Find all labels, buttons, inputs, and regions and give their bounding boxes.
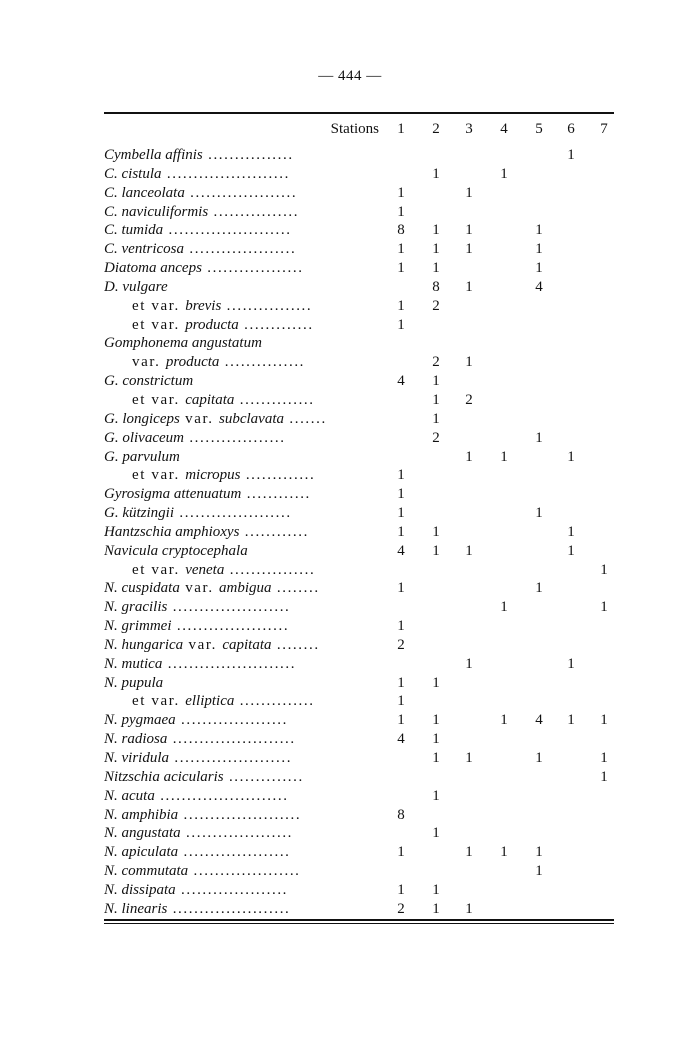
station-1-count: 1 [397, 580, 405, 597]
station-1-count: 1 [397, 523, 405, 540]
species-name-part: C. cistula [104, 165, 162, 182]
species-name-part: N. apiculata [104, 844, 179, 861]
name-text-part: ................ [208, 203, 300, 220]
name-text-part: ............ [241, 486, 311, 503]
species-name [132, 353, 374, 372]
species-name [104, 334, 374, 353]
species-name-part: G. longiceps [104, 410, 180, 427]
species-name [132, 297, 374, 316]
station-6-count: 1 [567, 542, 575, 559]
species-name [132, 692, 374, 711]
station-2-count: 1 [432, 523, 440, 540]
name-text-part: et var. [132, 561, 186, 578]
station-1-count: 1 [397, 241, 405, 258]
station-3-count: 1 [465, 222, 473, 239]
station-6-count: 1 [567, 147, 575, 163]
name-text-part: .................... [188, 863, 301, 880]
table-row [104, 579, 614, 598]
table-row [104, 466, 614, 485]
station-5-count: 1 [535, 505, 543, 522]
station-1-count: 1 [397, 486, 405, 503]
species-name-part: Nitzschia acicularis [104, 768, 224, 785]
name-text-part: ..................... [171, 618, 290, 635]
name-text-part: .................... [184, 241, 297, 258]
name-text-part: ........ [271, 636, 320, 653]
table-row [104, 523, 614, 542]
station-header-2: 2 [432, 121, 440, 137]
species-name [132, 391, 374, 410]
species-name [104, 862, 374, 881]
name-text-part: ..................... [174, 505, 292, 522]
species-name-part: veneta [185, 561, 225, 578]
species-name [104, 504, 374, 523]
table-row [104, 598, 614, 617]
table-row [104, 711, 614, 730]
species-name-part: subclavata [219, 410, 285, 427]
station-1-count: 1 [397, 203, 405, 220]
station-1-count: 2 [397, 900, 405, 917]
station-3-count: 1 [465, 844, 473, 861]
species-name-part: N. acuta [104, 787, 155, 804]
station-5-count: 1 [535, 241, 543, 258]
station-2-count: 1 [432, 900, 440, 917]
station-header-4: 4 [500, 121, 508, 137]
name-text-part: ............... [219, 354, 306, 371]
name-text-part: ................ [224, 561, 316, 578]
species-name [104, 542, 374, 561]
table-row [104, 542, 614, 561]
species-name [104, 410, 374, 429]
station-3-count: 1 [465, 900, 473, 917]
station-1-count: 1 [397, 467, 405, 484]
name-text-part: .................... [184, 184, 298, 201]
name-text-part: .................... [178, 844, 291, 861]
name-text-part: ................ [202, 147, 294, 163]
name-text-part: ............. [238, 316, 314, 333]
species-name-part: N. pygmaea [104, 712, 176, 729]
station-1-count: 1 [397, 260, 405, 277]
table-row [104, 768, 614, 787]
species-name-part: G. kützingii [104, 505, 174, 522]
station-3-count: 1 [465, 278, 473, 295]
species-name [104, 221, 374, 240]
species-name-part: N. amphibia [104, 806, 179, 823]
species-name-part: N. angustata [104, 825, 181, 842]
station-3-count: 1 [465, 241, 473, 258]
name-text-part: var. [179, 410, 220, 427]
species-name [104, 184, 374, 203]
table-row [104, 391, 614, 410]
table-row [104, 448, 614, 467]
station-7-count: 1 [600, 750, 608, 766]
species-name [104, 598, 374, 617]
name-text-part: .................... [175, 712, 289, 729]
station-2-count: 1 [432, 881, 440, 898]
station-header-7: 7 [600, 121, 608, 137]
species-name [104, 655, 374, 674]
species-name [104, 523, 374, 542]
station-2-count: 1 [432, 712, 440, 729]
station-1-count: 1 [397, 712, 405, 729]
station-3-count: 1 [465, 542, 473, 559]
station-5-count: 1 [535, 863, 543, 880]
species-name-part: N. dissipata [104, 881, 176, 898]
name-text-part: ....................... [167, 731, 296, 748]
species-name [104, 448, 374, 467]
species-table-body [104, 146, 614, 919]
species-name [104, 259, 374, 278]
species-name-part: N. gracilis [104, 599, 168, 616]
station-5-count: 1 [535, 750, 543, 766]
species-name [104, 824, 374, 843]
species-name [104, 240, 374, 259]
table-top-rule [104, 112, 614, 114]
name-text-part: ........ [271, 580, 320, 597]
species-name-part: capitata [222, 636, 272, 653]
species-name-part: C. tumida [104, 222, 164, 239]
species-name-part: N. radiosa [104, 731, 168, 748]
species-name-part: C. ventricosa [104, 241, 184, 258]
name-text-part: var. [183, 636, 223, 653]
station-2-count: 1 [432, 825, 440, 842]
station-6-count: 1 [567, 712, 575, 729]
name-text-part: ............ [239, 523, 309, 540]
station-5-count: 1 [535, 580, 543, 597]
name-text-part: ....... [284, 410, 327, 427]
species-name-part: N. commutata [104, 863, 189, 880]
species-name-part: G. olivaceum [104, 429, 184, 446]
table-row [104, 372, 614, 391]
name-text-part: et var. [132, 297, 186, 314]
station-5-count: 1 [535, 260, 543, 277]
species-name-part: Gyrosigma attenuatum [104, 486, 242, 503]
station-2-count: 1 [432, 410, 440, 427]
table-row [104, 787, 614, 806]
table-row [104, 316, 614, 335]
name-text-part: .............. [234, 693, 315, 710]
station-1-count: 1 [397, 297, 405, 314]
species-name-part: C. lanceolata [104, 184, 185, 201]
species-name-part: producta [165, 354, 220, 371]
table-row [104, 353, 614, 372]
station-1-count: 1 [397, 618, 405, 635]
station-2-count: 1 [432, 222, 440, 239]
species-name-part: capitata [185, 391, 235, 408]
page-number: — 444 — [318, 68, 382, 84]
species-name-part: G. parvulum [104, 448, 180, 465]
station-3-count: 1 [465, 354, 473, 371]
station-4-count: 1 [500, 712, 508, 729]
station-3-count: 1 [465, 750, 473, 766]
species-name-part: N. cuspidata [104, 580, 180, 597]
station-2-count: 1 [432, 373, 440, 390]
station-5-count: 4 [535, 278, 543, 295]
name-text-part: ...................... [167, 599, 291, 616]
station-2-count: 1 [432, 750, 440, 766]
species-name [104, 843, 374, 862]
station-4-count: 1 [500, 844, 508, 861]
station-2-count: 1 [432, 787, 440, 804]
station-header-6: 6 [567, 121, 575, 137]
species-name-part: micropus [185, 467, 241, 484]
name-text-part: .............. [234, 391, 315, 408]
species-name [104, 146, 374, 165]
table-row [104, 636, 614, 655]
name-text-part: ........................ [162, 655, 297, 672]
stations-label: Stations [330, 121, 379, 137]
table-row [104, 561, 614, 580]
species-name [104, 768, 374, 787]
station-5-count: 1 [535, 844, 543, 861]
table-row [104, 617, 614, 636]
species-name-part: Navicula cryptocephala [104, 542, 248, 559]
station-4-count: 1 [500, 165, 508, 182]
station-1-count: 8 [397, 222, 405, 239]
name-text-part: ...................... [167, 900, 291, 917]
station-6-count: 1 [567, 448, 575, 465]
species-name-part: N. hungarica [104, 636, 184, 653]
station-1-count: 4 [397, 542, 405, 559]
table-row [104, 278, 614, 297]
species-name [104, 372, 374, 391]
station-7-count: 1 [600, 712, 608, 729]
table-row [104, 203, 614, 222]
table-row [104, 334, 614, 353]
station-2-count: 1 [432, 260, 440, 277]
species-name-part: N. mutica [104, 655, 163, 672]
station-2-count: 1 [432, 165, 440, 182]
name-text-part: et var. [132, 467, 186, 484]
table-row [104, 806, 614, 825]
species-name [104, 674, 374, 693]
table-row [104, 297, 614, 316]
station-1-count: 2 [397, 636, 405, 653]
station-header-3: 3 [465, 121, 473, 137]
station-header-5: 5 [535, 121, 543, 137]
species-name [104, 617, 374, 636]
station-2-count: 1 [432, 542, 440, 559]
station-2-count: 1 [432, 674, 440, 691]
species-name [132, 561, 374, 580]
name-text-part: ........................ [154, 787, 289, 804]
species-name-part: Diatoma anceps [104, 260, 202, 277]
name-text-part: ....................... [161, 165, 290, 182]
species-name-part: D. vulgare [104, 278, 168, 295]
name-text-part: et var. [132, 316, 186, 333]
station-1-count: 4 [397, 731, 405, 748]
station-7-count: 1 [600, 599, 608, 616]
species-name [104, 278, 374, 297]
species-name [104, 579, 374, 598]
station-1-count: 4 [397, 373, 405, 390]
station-6-count: 1 [567, 655, 575, 672]
species-name-part: N. linearis [104, 900, 168, 917]
station-3-count: 1 [465, 448, 473, 465]
table-header [104, 121, 614, 141]
station-1-count: 1 [397, 693, 405, 710]
species-name-part: N. grimmei [104, 618, 172, 635]
species-name [132, 316, 374, 335]
name-text-part: ....................... [163, 222, 292, 239]
species-name-part: N. viridula [104, 750, 170, 766]
table-row [104, 749, 614, 768]
station-5-count: 4 [535, 712, 543, 729]
name-text-part: .................. [183, 429, 286, 446]
species-name [104, 485, 374, 504]
species-name-part: N. pupula [104, 674, 164, 691]
species-name [104, 787, 374, 806]
station-7-count: 1 [600, 561, 608, 578]
station-3-count: 1 [465, 184, 473, 201]
species-name [104, 203, 374, 222]
name-text-part: .................... [175, 881, 289, 898]
table-row [104, 485, 614, 504]
table-bottom-rule-thin [104, 923, 614, 924]
table-row [104, 410, 614, 429]
species-name-part: C. naviculiformis [104, 203, 209, 220]
table-row [104, 824, 614, 843]
table-row [104, 862, 614, 881]
station-1-count: 1 [397, 184, 405, 201]
species-name [104, 881, 374, 900]
station-1-count: 1 [397, 316, 405, 333]
name-text-part: et var. [132, 391, 186, 408]
station-2-count: 1 [432, 241, 440, 258]
station-1-count: 1 [397, 505, 405, 522]
name-text-part: ............. [240, 467, 316, 484]
species-name-part: Gomphonema angustatum [104, 335, 262, 352]
station-4-count: 1 [500, 448, 508, 465]
station-header-1: 1 [397, 121, 405, 137]
name-text-part: .................. [201, 260, 304, 277]
species-name [104, 749, 374, 768]
station-4-count: 1 [500, 599, 508, 616]
species-name-part: elliptica [185, 693, 235, 710]
station-7-count: 1 [600, 768, 608, 785]
table-row [104, 184, 614, 203]
table-row [104, 692, 614, 711]
table-row [104, 146, 614, 165]
station-3-count: 1 [465, 655, 473, 672]
station-1-count: 1 [397, 844, 405, 861]
name-text-part: .................... [180, 825, 294, 842]
species-name-part: Hantzschia amphioxys [104, 523, 240, 540]
table-row [104, 240, 614, 259]
table-row [104, 843, 614, 862]
station-3-count: 2 [465, 391, 473, 408]
station-6-count: 1 [567, 523, 575, 540]
table-row [104, 900, 614, 919]
station-5-count: 1 [535, 222, 543, 239]
station-2-count: 1 [432, 391, 440, 408]
station-1-count: 1 [397, 881, 405, 898]
station-2-count: 2 [432, 429, 440, 446]
table-bottom-rule [104, 919, 614, 921]
station-1-count: 8 [397, 806, 405, 823]
station-2-count: 1 [432, 731, 440, 748]
species-name-part: Cymbella affinis [104, 147, 203, 163]
station-2-count: 2 [432, 297, 440, 314]
species-name [104, 730, 374, 749]
station-2-count: 8 [432, 278, 440, 295]
table-row [104, 674, 614, 693]
table-row [104, 429, 614, 448]
species-name [132, 466, 374, 485]
station-5-count: 1 [535, 429, 543, 446]
species-name [104, 711, 374, 730]
table-row [104, 504, 614, 523]
species-name [104, 429, 374, 448]
table-row [104, 221, 614, 240]
species-name [104, 900, 374, 919]
table-row [104, 259, 614, 278]
species-name-part: brevis [185, 297, 222, 314]
station-2-count: 2 [432, 354, 440, 371]
table-row [104, 730, 614, 749]
species-name-part: ambigua [219, 580, 272, 597]
name-text-part: var. [132, 354, 166, 371]
station-1-count: 1 [397, 674, 405, 691]
species-name [104, 806, 374, 825]
name-text-part: ...................... [178, 806, 302, 823]
species-name [104, 636, 374, 655]
name-text-part: var. [179, 580, 220, 597]
table-row [104, 881, 614, 900]
name-text-part: ................ [221, 297, 313, 314]
name-text-part: ...................... [169, 750, 293, 766]
species-name-part: G. constrictum [104, 373, 194, 390]
species-name [104, 165, 374, 184]
name-text-part: .............. [223, 768, 304, 785]
species-name-part: producta [185, 316, 239, 333]
table-row [104, 165, 614, 184]
name-text-part: et var. [132, 693, 186, 710]
table-row [104, 655, 614, 674]
